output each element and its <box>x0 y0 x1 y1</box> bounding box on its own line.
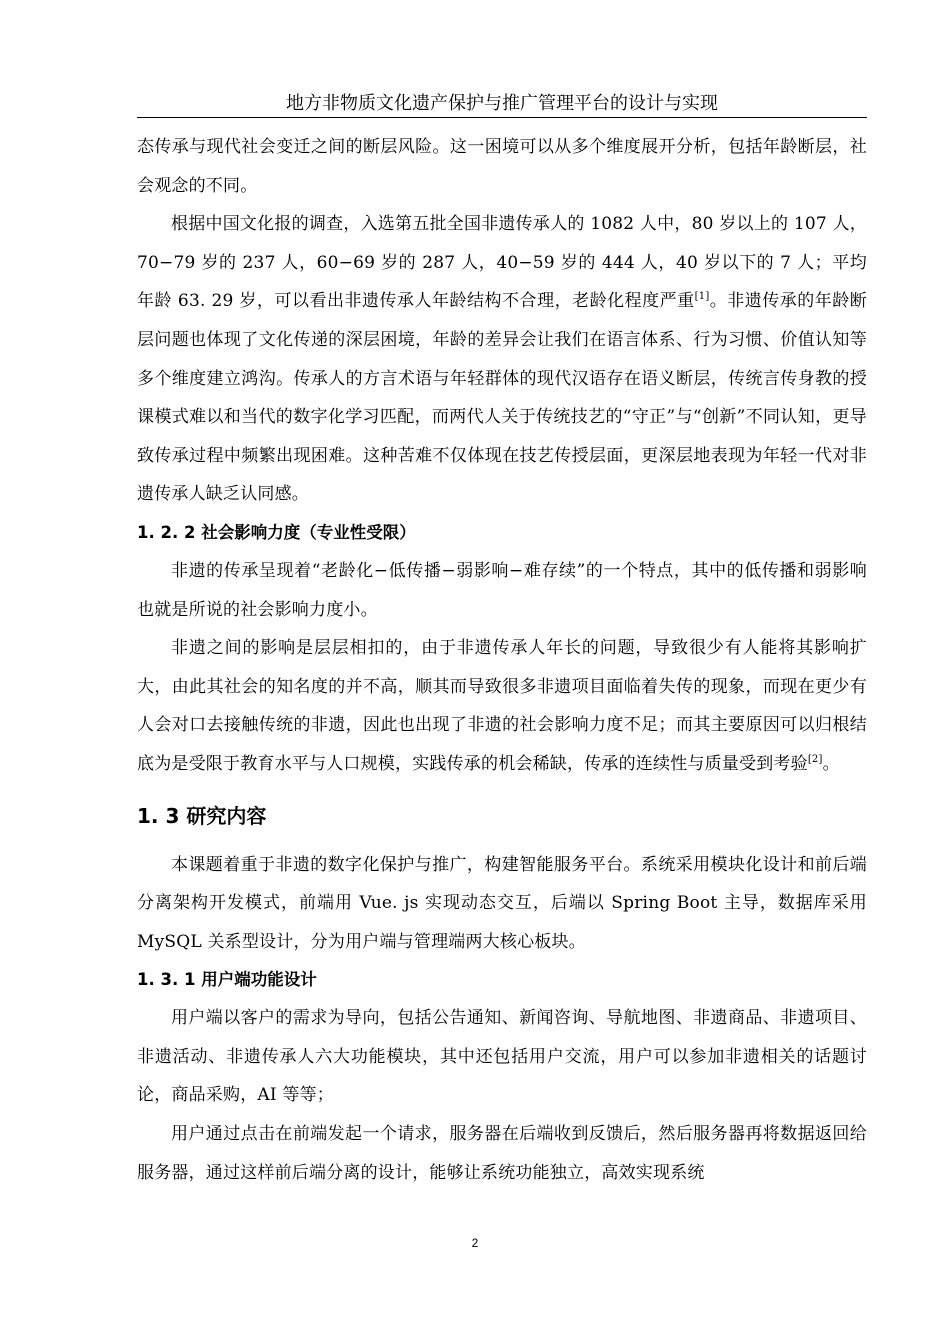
paragraph-continuation: 态传承与现代社会变迁之间的断层风险。这一困境可以从多个维度展开分析，包括年龄断层，社会观念的不同。 <box>137 137 867 196</box>
paragraph-influence <box>137 629 867 783</box>
paragraph-age-statistics <box>137 205 867 514</box>
body-text <box>137 128 867 1192</box>
paragraph-text: 非遗之间的影响是层层相扣的，由于非遗传承人年长的问题，导致很少有人能将其影响扩大，由此其社会的知名度的并不高，顺其而导致很多非遗项目面临着失传的现象，而现在更少有人会对口去接触传统的非遗，因此也出现了非遗的社会影响力度不足；而其主要原因可以归根结底为是受限于教育水平与人口规模，实践传承的机会稀缺，传承的连续性与质量受到考验 <box>137 638 867 774</box>
citation-ref: [2] <box>807 753 823 765</box>
page-number: 2 <box>471 1236 479 1250</box>
paragraph-text: 根据中国文化报的调查，入选第五批全国非遗传承人的 1082 人中，80 岁以上的 107 人，70−79 岁的 237 人，60−69 岁的 287 人，40−59 岁的 444 人，40 岁以下的 7 人；平均年龄 63. 29 岁，可以看出非遗传承人年龄结构不合理，老龄化程度严重 <box>137 214 867 312</box>
paragraph-text: 。 <box>822 753 840 774</box>
paragraph-research-content: 本课题着重于非遗的数字化保护与推广，构建智能服务平台。系统采用模块化设计和前后端分离架构开发模式，前端用 Vue. js 实现动态交互，后端以 Spring Boot 主导，数据库采用 MySQL 关系型设计，分为用户端与管理端两大核心板块。 <box>137 854 867 952</box>
citation-ref: [1] <box>694 291 710 303</box>
paragraph-architecture: 用户通过点击在前端发起一个请求，服务器在后端收到反馈后，然后服务器再将数据返回给服务器，通过这样前后端分离的设计，能够让系统功能独立，高效实现系统 <box>137 1124 867 1183</box>
section-heading-1-3-1: 1. 3. 1 用户端功能设计 <box>137 970 317 990</box>
section-heading-1-2-2: 1. 2. 2 社会影响力度（专业性受限） <box>137 522 416 542</box>
paragraph-text: 。非遗传承的年龄断层问题也体现了文化传递的深层困境，年龄的差异会让我们在语言体系、行为习惯、价值认知等多个维度建立鸿沟。传承人的方言术语与年轻群体的现代汉语存在语义断层，传统言传身教的授课模式难以和当代的数字化学习匹配，而两代人关于传统技艺的“守正”与“创新”不同认知，更导致传承过程中频繁出现困难。这种苦难不仅体现在技艺传授层面，更深层地表现为年轻一代对非遗传承人缺乏认同感。 <box>137 291 867 505</box>
running-header: 地方非物质文化遗产保护与推广管理平台的设计与实现 <box>286 93 718 114</box>
paragraph-user-features: 用户端以客户的需求为导向，包括公告通知、新闻咨询、导航地图、非遗商品、非遗项目、非遗活动、非遗传承人六大功能模块，其中还包括用户交流，用户可以参加非遗相关的话题讨论，商品采购，AI 等等； <box>137 1008 867 1106</box>
header-divider <box>137 117 867 118</box>
section-heading-1-3: 1. 3 研究内容 <box>137 803 267 828</box>
paragraph-characteristics: 非遗的传承呈现着“老龄化−低传播−弱影响−难存续”的一个特点，其中的低传播和弱影响也就是所说的社会影响力度小。 <box>137 560 867 620</box>
